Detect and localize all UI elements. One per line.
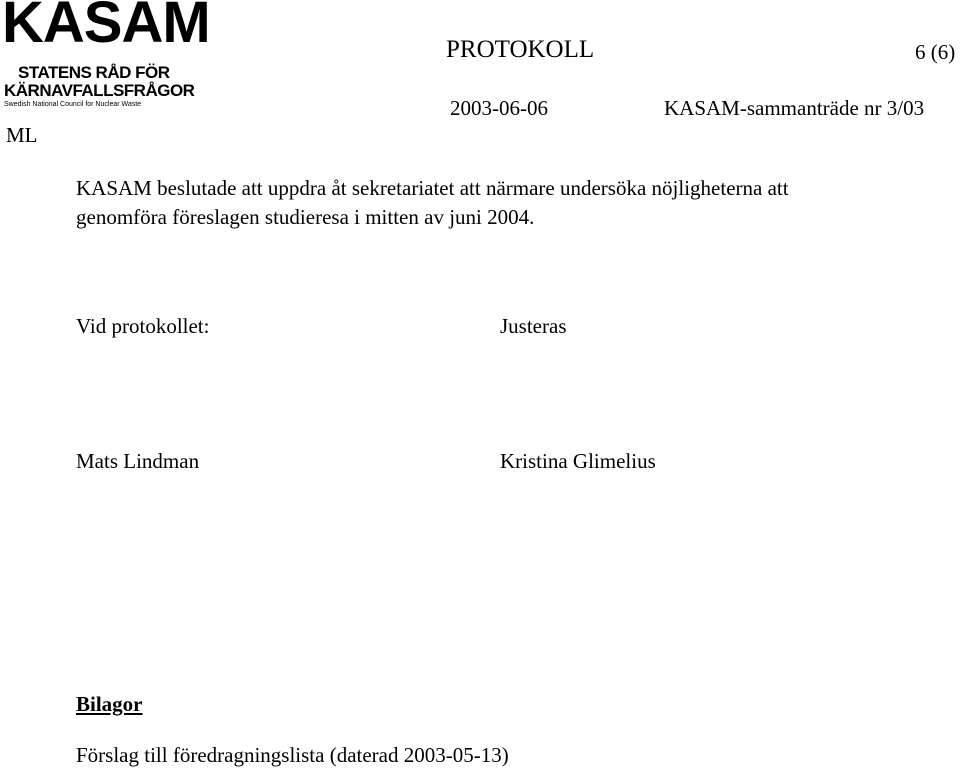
signature-name-secretary: Mats Lindman bbox=[76, 449, 200, 473]
document-title: PROTOKOLL bbox=[446, 36, 595, 63]
kasam-logo bbox=[2, 0, 210, 110]
author-initials: ML bbox=[6, 123, 38, 147]
signature-label-approved: Justeras bbox=[500, 314, 567, 338]
paragraph-line: KASAM beslutade att uppdra åt sekretariatet att närmare undersöka nöjligheterna att bbox=[76, 176, 789, 200]
logo-line-1: STATENS RÅD FÖR bbox=[18, 63, 170, 82]
logo-name: KASAM bbox=[2, 0, 210, 55]
signature-label-minutes: Vid protokollet: bbox=[76, 314, 210, 338]
paragraph-line: genomföra föreslagen studieresa i mitten av juni 2004. bbox=[76, 205, 535, 229]
logo-english: Swedish National Council for Nuclear Waste bbox=[4, 101, 142, 108]
attachment-item: Förslag till föredragningslista (daterad 2003-05-13) bbox=[76, 743, 509, 767]
signature-name-approver: Kristina Glimelius bbox=[500, 449, 656, 473]
document-date: 2003-06-06 bbox=[450, 96, 548, 120]
logo-line-2: KÄRNAVFALLSFRÅGOR bbox=[4, 81, 195, 100]
page-number: 6 (6) bbox=[915, 40, 956, 64]
meeting-reference: KASAM-sammanträde nr 3/03 bbox=[664, 96, 925, 120]
attachments-heading: Bilagor bbox=[76, 692, 143, 716]
